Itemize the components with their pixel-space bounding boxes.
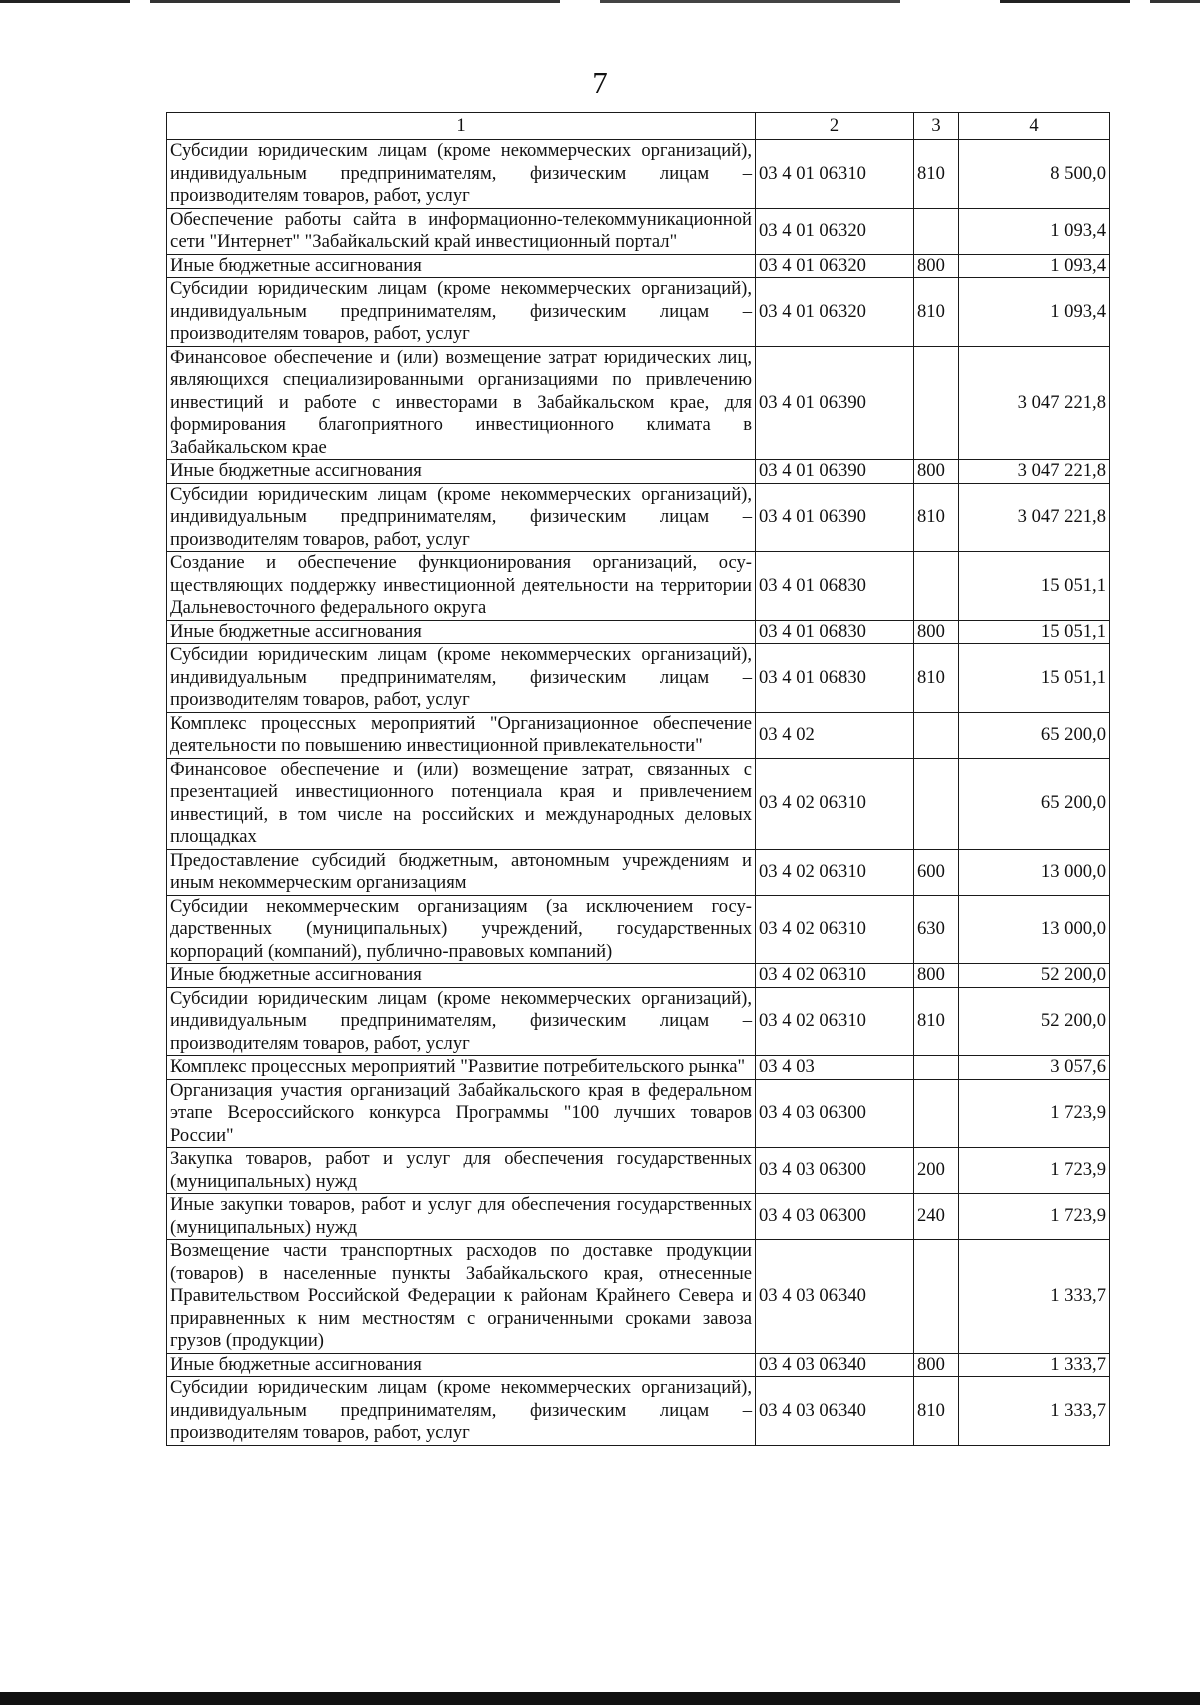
row-amount: 15 051,1 — [959, 644, 1110, 713]
row-amount: 15 051,1 — [959, 552, 1110, 621]
row-expense-type: 810 — [914, 278, 959, 347]
row-amount: 1 333,7 — [959, 1240, 1110, 1354]
row-code: 03 4 03 06340 — [756, 1353, 914, 1377]
row-expense-type — [914, 758, 959, 849]
row-code: 03 4 02 — [756, 712, 914, 758]
row-amount: 1 093,4 — [959, 208, 1110, 254]
row-code: 03 4 03 06300 — [756, 1148, 914, 1194]
row-code: 03 4 01 06830 — [756, 552, 914, 621]
row-code: 03 4 02 06310 — [756, 964, 914, 988]
table-header-row — [167, 113, 1110, 140]
row-amount: 52 200,0 — [959, 987, 1110, 1056]
row-amount: 65 200,0 — [959, 712, 1110, 758]
table-row — [167, 987, 1110, 1056]
row-name: Иные бюджетные ассигнования — [167, 964, 756, 988]
row-code: 03 4 02 06310 — [756, 849, 914, 895]
row-expense-type: 810 — [914, 644, 959, 713]
row-name: Субсидии некоммерческим организациям (за исключением государственных (муниципальных) учреждений, государственных корпораций (компаний), публично-правовых компаний) — [167, 895, 756, 964]
table-row — [167, 1148, 1110, 1194]
row-expense-type — [914, 1056, 959, 1080]
row-name: Обеспечение работы сайта в информационно-телекоммуникационной сети "Интернет" "Забайкальский край инвестиционный портал" — [167, 208, 756, 254]
row-name: Комплекс процессных мероприятий "Организационное обеспечение деятельности по повышению инвестиционной привлекательности" — [167, 712, 756, 758]
row-amount: 1 093,4 — [959, 278, 1110, 347]
row-code: 03 4 02 06310 — [756, 758, 914, 849]
budget-table — [166, 112, 1110, 1446]
table-row — [167, 1056, 1110, 1080]
table-row — [167, 758, 1110, 849]
row-expense-type: 810 — [914, 140, 959, 209]
row-name: Иные бюджетные ассигнования — [167, 1353, 756, 1377]
row-code: 03 4 01 06830 — [756, 620, 914, 644]
table-row — [167, 1240, 1110, 1354]
row-expense-type: 630 — [914, 895, 959, 964]
row-amount: 1 093,4 — [959, 254, 1110, 278]
row-name: Иные бюджетные ассигнования — [167, 254, 756, 278]
row-code: 03 4 01 06390 — [756, 346, 914, 460]
table-row — [167, 346, 1110, 460]
table-row — [167, 1079, 1110, 1148]
row-expense-type — [914, 712, 959, 758]
row-amount: 3 047 221,8 — [959, 483, 1110, 552]
row-amount: 1 333,7 — [959, 1353, 1110, 1377]
row-name: Иные закупки товаров, работ и услуг для обеспечения государственных (муниципальных) нужд — [167, 1194, 756, 1240]
row-expense-type: 810 — [914, 1377, 959, 1446]
row-code: 03 4 01 06320 — [756, 208, 914, 254]
row-expense-type — [914, 552, 959, 621]
row-code: 03 4 03 06300 — [756, 1079, 914, 1148]
row-code: 03 4 02 06310 — [756, 987, 914, 1056]
scan-edge-bottom — [0, 1692, 1200, 1705]
table-row — [167, 254, 1110, 278]
row-name: Субсидии юридическим лицам (кроме некоммерческих организаций), индивидуальным предпринимателям, физическим лицам – производителям товаров, работ, услуг — [167, 140, 756, 209]
row-expense-type: 810 — [914, 987, 959, 1056]
row-code: 03 4 01 06320 — [756, 278, 914, 347]
row-name: Организация участия организаций Забайкальского края в федеральном этапе Всероссийского конкурса Программы "100 лучших товаров России" — [167, 1079, 756, 1148]
row-amount: 65 200,0 — [959, 758, 1110, 849]
table-row — [167, 278, 1110, 347]
row-amount: 15 051,1 — [959, 620, 1110, 644]
table-row — [167, 552, 1110, 621]
row-amount: 1 723,9 — [959, 1148, 1110, 1194]
row-code: 03 4 01 06310 — [756, 140, 914, 209]
row-name: Создание и обеспечение функционирования организаций, осуществляющих поддержку инвестиционной деятельности на территории Дальневосточного федерального округа — [167, 552, 756, 621]
row-amount: 1 723,9 — [959, 1079, 1110, 1148]
header-col-4: 4 — [959, 113, 1110, 140]
row-expense-type: 600 — [914, 849, 959, 895]
row-amount: 52 200,0 — [959, 964, 1110, 988]
row-amount: 3 057,6 — [959, 1056, 1110, 1080]
row-name: Субсидии юридическим лицам (кроме некоммерческих организаций), индивидуальным предпринимателям, физическим лицам – производителям товаров, работ, услуг — [167, 483, 756, 552]
row-name: Финансовое обеспечение и (или) возмещение затрат, связанных с презентацией инвестиционного потенциала края и привлечением инвестиций, в том числе на российских и международных деловых площадках — [167, 758, 756, 849]
table-row — [167, 895, 1110, 964]
table-row — [167, 620, 1110, 644]
row-name: Субсидии юридическим лицам (кроме некоммерческих организаций), индивидуальным предпринимателям, физическим лицам – производителям товаров, работ, услуг — [167, 644, 756, 713]
page-number: 7 — [592, 65, 608, 100]
row-expense-type — [914, 1079, 959, 1148]
row-expense-type — [914, 346, 959, 460]
row-name: Предоставление субсидий бюджетным, автономным учреждениям и иным некоммерческим организациям — [167, 849, 756, 895]
row-expense-type: 800 — [914, 1353, 959, 1377]
header-col-3: 3 — [914, 113, 959, 140]
table-row — [167, 712, 1110, 758]
row-name: Субсидии юридическим лицам (кроме некоммерческих организаций), индивидуальным предпринимателям, физическим лицам – производителям товаров, работ, услуг — [167, 278, 756, 347]
header-col-1: 1 — [167, 113, 756, 140]
row-expense-type: 240 — [914, 1194, 959, 1240]
row-amount: 13 000,0 — [959, 849, 1110, 895]
table-row — [167, 644, 1110, 713]
row-name: Субсидии юридическим лицам (кроме некоммерческих организаций), индивидуальным предпринимателям, физическим лицам – производителям товаров, работ, услуг — [167, 987, 756, 1056]
row-amount: 3 047 221,8 — [959, 460, 1110, 484]
row-code: 03 4 01 06390 — [756, 460, 914, 484]
row-name: Иные бюджетные ассигнования — [167, 460, 756, 484]
row-code: 03 4 02 06310 — [756, 895, 914, 964]
table-row — [167, 460, 1110, 484]
row-expense-type: 200 — [914, 1148, 959, 1194]
row-name: Возмещение части транспортных расходов по доставке продукции (товаров) в населенные пункты Забайкальского края, отнесенные Правительством Российской Федерации к районам Крайнего Севера и приравненных к ним местностям с ограниченными сроками завоза грузов (продукции) — [167, 1240, 756, 1354]
row-name: Финансовое обеспечение и (или) возмещение затрат юридических лиц, являющихся специализированными организациями по привлечению инвестиций и работе с инвесторами в Забайкальском крае, для формирования благоприятного инвестиционного климата в Забайкальском крае — [167, 346, 756, 460]
row-code: 03 4 03 06300 — [756, 1194, 914, 1240]
table-row — [167, 1353, 1110, 1377]
table-row — [167, 208, 1110, 254]
row-code: 03 4 03 06340 — [756, 1377, 914, 1446]
row-expense-type — [914, 208, 959, 254]
header-col-2: 2 — [756, 113, 914, 140]
row-expense-type: 810 — [914, 483, 959, 552]
row-amount: 13 000,0 — [959, 895, 1110, 964]
row-code: 03 4 03 06340 — [756, 1240, 914, 1354]
row-code: 03 4 03 — [756, 1056, 914, 1080]
table-row — [167, 140, 1110, 209]
table-body — [167, 140, 1110, 1446]
row-code: 03 4 01 06390 — [756, 483, 914, 552]
row-name: Иные бюджетные ассигнования — [167, 620, 756, 644]
row-name: Комплекс процессных мероприятий "Развитие потребительского рынка" — [167, 1056, 756, 1080]
row-amount: 1 333,7 — [959, 1377, 1110, 1446]
row-amount: 1 723,9 — [959, 1194, 1110, 1240]
row-name: Субсидии юридическим лицам (кроме некоммерческих организаций), индивидуальным предпринимателям, физическим лицам – производителям товаров, работ, услуг — [167, 1377, 756, 1446]
row-code: 03 4 01 06830 — [756, 644, 914, 713]
row-expense-type: 800 — [914, 620, 959, 644]
row-amount: 8 500,0 — [959, 140, 1110, 209]
table-row — [167, 964, 1110, 988]
row-expense-type: 800 — [914, 460, 959, 484]
row-expense-type — [914, 1240, 959, 1354]
row-name: Закупка товаров, работ и услуг для обеспечения государственных (муниципальных) нужд — [167, 1148, 756, 1194]
table-row — [167, 483, 1110, 552]
table-row — [167, 1194, 1110, 1240]
table-row — [167, 849, 1110, 895]
row-code: 03 4 01 06320 — [756, 254, 914, 278]
scan-edge-top — [0, 0, 1200, 3]
row-expense-type: 800 — [914, 964, 959, 988]
row-amount: 3 047 221,8 — [959, 346, 1110, 460]
row-expense-type: 800 — [914, 254, 959, 278]
table-row — [167, 1377, 1110, 1446]
